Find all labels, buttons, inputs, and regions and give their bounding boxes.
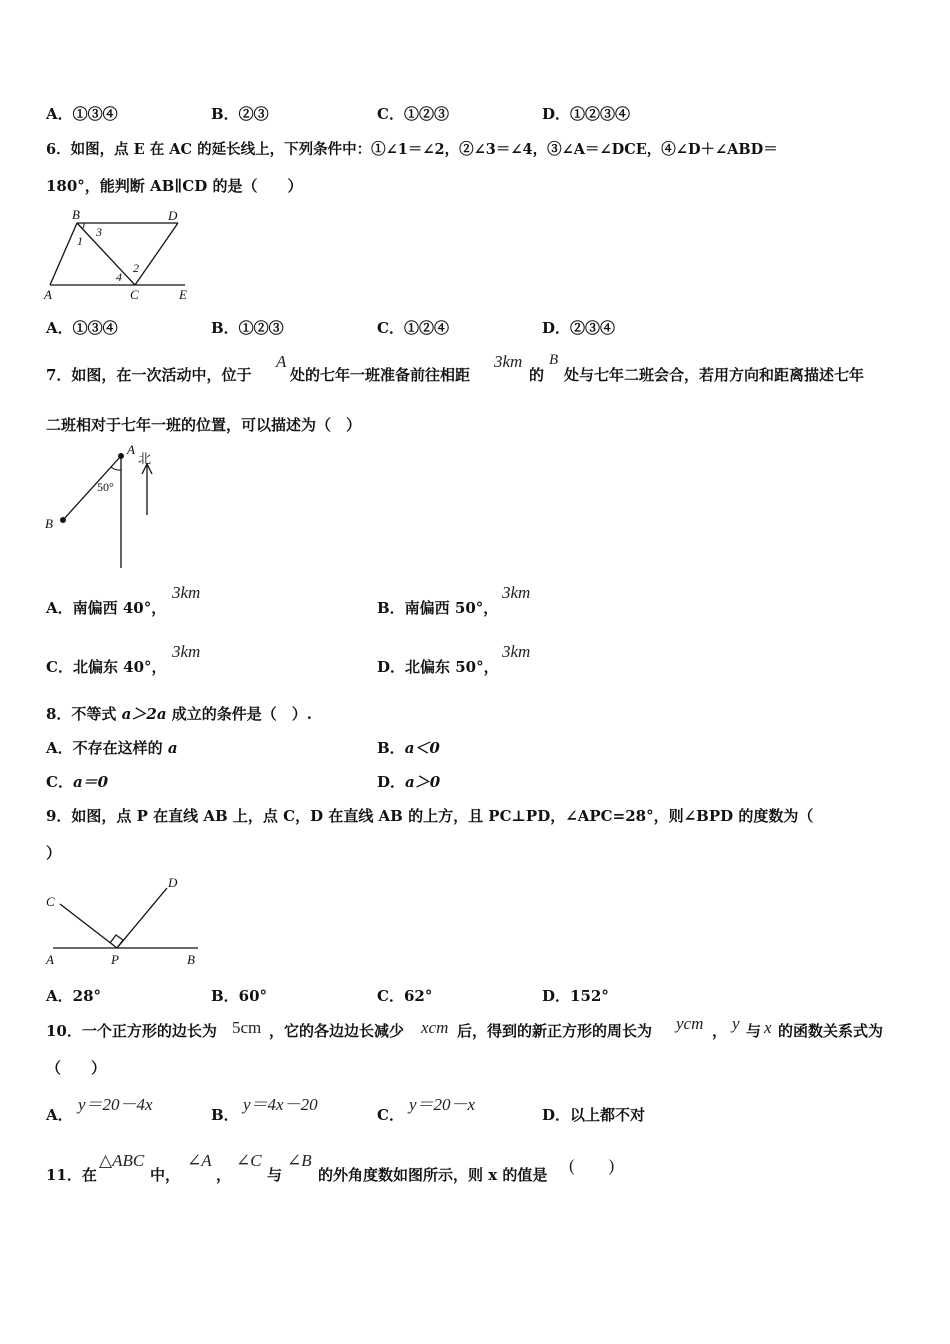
- q11-math-angle-b: ∠B: [287, 1151, 312, 1170]
- q6-label-3: 3: [96, 225, 102, 239]
- q7-option-c: C．北偏东 40°，: [46, 658, 167, 676]
- q11-stem-part2: 中，: [150, 1166, 181, 1184]
- q5-option-b: B．②③: [211, 105, 269, 123]
- q7-stem-part1: 7．如图，在一次活动中，位于: [46, 366, 252, 384]
- q7-stem-part3: 的: [529, 366, 545, 384]
- q9-option-a: A．28°: [46, 987, 102, 1005]
- q8-option-a-math: a: [167, 739, 178, 757]
- q10-option-b: B．: [211, 1106, 239, 1124]
- q6-label-b: B: [72, 207, 80, 222]
- q7-label-angle: 50°: [97, 480, 114, 494]
- q9-option-b: B．60°: [211, 987, 268, 1005]
- q8-option-b-text: B．: [377, 739, 405, 757]
- q5-option-d: D．①②③④: [542, 105, 631, 123]
- q8-stem-math: a＞2a: [121, 705, 167, 723]
- q10-math-y: y: [732, 1014, 740, 1033]
- q9-option-c: C．62°: [377, 987, 433, 1005]
- q10-stem-part1: 10．一个正方形的边长为: [46, 1022, 217, 1040]
- q10-stem-part5: 与: [746, 1022, 762, 1040]
- q7-math-distance: 3km: [494, 352, 523, 371]
- q10-stem-part3: 后，得到的新正方形的周长为: [457, 1022, 653, 1040]
- q5-option-a: A．①③④: [46, 105, 118, 123]
- q7-option-b: B．南偏西 50°，: [377, 599, 499, 617]
- q8-option-b-math: a＜0: [404, 739, 440, 757]
- q8-option-d-math: a＞0: [405, 773, 441, 791]
- q6-option-a: A．①③④: [46, 319, 118, 337]
- q7-math-a: A: [276, 352, 287, 371]
- q10-option-c-math: y＝20－x: [409, 1095, 476, 1114]
- q11-stem-part4: 与: [267, 1166, 283, 1184]
- q6-option-d: D．②③④: [542, 319, 616, 337]
- q10-option-c: C．: [377, 1106, 404, 1124]
- q8-option-c-math: a＝0: [72, 773, 109, 791]
- q8-stem: [46, 703, 312, 724]
- q7-option-a: A．南偏西 40°，: [46, 599, 167, 617]
- q8-option-c-text: C．: [46, 773, 73, 791]
- q8-option-c: [46, 771, 108, 792]
- q8-option-d: [377, 771, 440, 792]
- q6-label-2: 2: [133, 261, 139, 275]
- q7-option-a-math: 3km: [172, 583, 201, 602]
- q9-label-p: P: [111, 952, 119, 967]
- q11-stem-part1: 11．在: [46, 1166, 97, 1184]
- q7-option-d-math: 3km: [502, 642, 531, 661]
- q7-label-a: A: [127, 442, 135, 457]
- q8-option-b: [377, 737, 440, 758]
- q7-option-d: D．北偏东 50°，: [377, 658, 499, 676]
- q9-stem-line1: 9．如图，点 P 在直线 AB 上，点 C，D 在直线 AB 的上方，且 PC⊥PD，∠APC=28°，则∠BPD 的度数为（: [46, 807, 814, 825]
- q6-label-c: C: [130, 287, 139, 302]
- q9-label-a: A: [46, 952, 54, 967]
- q10-option-d: D．以上都不对: [542, 1106, 646, 1124]
- q8-option-a-text: A．不存在这样的: [46, 739, 168, 757]
- q10-math-xcm: xcm: [421, 1018, 449, 1037]
- q6-option-b: B．①②③: [211, 319, 284, 337]
- q8-stem-pre: 8．不等式: [46, 705, 122, 723]
- q10-option-b-math: y＝4x－20: [243, 1095, 318, 1114]
- q9-label-d: D: [168, 875, 178, 890]
- q7-stem-line2: 二班相对于七年一班的位置，可以描述为（ ）: [46, 416, 362, 434]
- q7-stem-part4: 处与七年二班会合，若用方向和距离描述七年: [564, 366, 865, 384]
- q11-stem-part3: ，: [216, 1166, 232, 1184]
- q6-stem-line1: 6．如图，点 E 在 AC 的延长线上，下列条件中：①∠1＝∠2，②∠3＝∠4，③∠A＝∠DCE，④∠D＋∠ABD＝: [46, 141, 778, 158]
- q7-label-b: B: [45, 516, 53, 531]
- q11-math-triangle: △ABC: [99, 1151, 145, 1170]
- q9-label-b: B: [187, 952, 195, 967]
- q6-label-a: A: [44, 287, 52, 302]
- q10-math-ycm: ycm: [676, 1014, 704, 1033]
- q7-math-b: B: [549, 352, 559, 368]
- q7-figure: [40, 440, 170, 575]
- q11-math-angle-c: ∠C: [236, 1151, 262, 1170]
- q7-option-b-math: 3km: [502, 583, 531, 602]
- q10-stem-line2: （ ）: [46, 1059, 107, 1077]
- q7-stem-part2: 处的七年一班准备前往相距: [290, 366, 471, 384]
- q11-stem-part5: 的外角度数如图所示，则 x 的值是: [318, 1166, 548, 1184]
- q8-option-d-text: D．: [377, 773, 406, 791]
- q9-label-c: C: [46, 894, 55, 909]
- q6-label-d: D: [168, 208, 178, 223]
- q6-label-1: 1: [77, 234, 83, 248]
- q6-option-c: C．①②④: [377, 319, 449, 337]
- q10-math-5cm: 5cm: [232, 1018, 262, 1037]
- q7-option-c-math: 3km: [172, 642, 201, 661]
- q9-figure: [40, 868, 210, 970]
- q10-math-x: x: [764, 1018, 772, 1037]
- q6-label-4: 4: [116, 270, 122, 284]
- q5-option-c: C．①②③: [377, 105, 449, 123]
- q10-option-a-math: y＝20－4x: [78, 1095, 153, 1114]
- q9-option-d: D．152°: [542, 987, 609, 1005]
- q10-option-a: A．: [46, 1106, 73, 1124]
- q11-answer-paren: ( ): [569, 1156, 615, 1175]
- q10-stem-part4: ，: [712, 1022, 728, 1040]
- q10-stem-part2: ，它的各边边长减少: [269, 1022, 405, 1040]
- q6-label-e: E: [179, 287, 187, 302]
- q10-stem-part6: 的函数关系式为: [778, 1022, 884, 1040]
- q7-label-north: 北: [138, 451, 152, 466]
- q6-stem-line2: 180°，能判断 AB∥CD 的是（ ）: [46, 177, 303, 195]
- q9-stem-line2: ）: [46, 844, 62, 862]
- q6-figure: [40, 205, 200, 305]
- q8-stem-post: 成立的条件是（ ）.: [166, 705, 313, 723]
- q8-option-a: [46, 737, 178, 758]
- q11-math-angle-a: ∠A: [187, 1151, 212, 1170]
